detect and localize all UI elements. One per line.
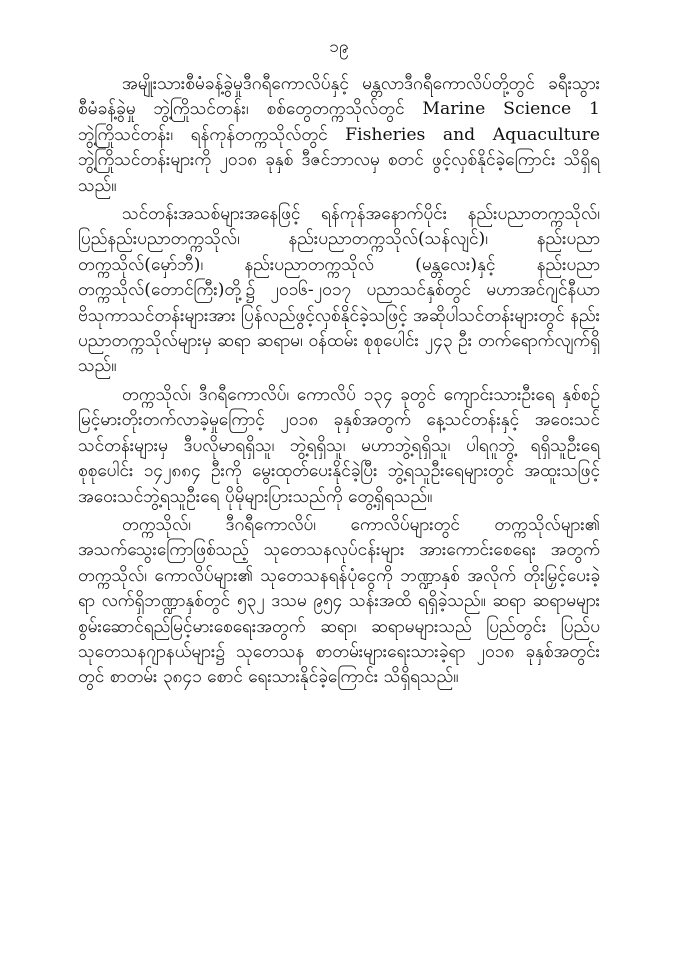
paragraph: တက္ကသိုလ်၊ ဒီဂရီကောလိပ်၊ ကောလိပ်များတွင် တက္ကသိုလ်များ၏ အသက်သွေးကြောဖြစ်သည့် သုတေသနလုပ်ငန်းများ အားကောင်းစေရေး အတွက် တက္ကသိုလ်၊ ကောလိပ်များ၏ သုတေသနရန်ပုံငွေကို ဘဏ္ဍာနှစ် အလိုက် တိုးမြှင့်ပေးခဲ့ရာ လက်ရှိဘဏ္ဍာနှစ်တွင် ၅၃၂ ဒသမ ၉၅၄ သန်းအထိ ရရှိခဲ့သည်။ ဆရာ ဆရာမများ စွမ်းဆောင်ရည်မြင့်မားစေရေးအတွက် ဆရာ၊ ဆရာမများသည် ပြည်တွင်း ပြည်ပ သုတေသနဂျာနယ်များ၌ သုတေသန စာတမ်းများရေးသားခဲ့ရာ ၂၀၁၈ ခုနှစ်အတွင်းတွင် စာတမ်း ၃၈၄၁ စောင် ရေးသားနိုင်ခဲ့ကြောင်း သိရှိရသည်။: [78, 514, 600, 688]
paragraph: သင်တန်းအသစ်များအနေဖြင့် ရန်ကုန်အနောက်ပိုင်း နည်းပညာတက္ကသိုလ်၊ ပြည်နည်းပညာတက္ကသိုလ်၊ နည်းပညာတက္ကသိုလ်(သန်လျင်)၊ နည်းပညာတက္ကသိုလ်(မှော်ဘီ)၊ နည်းပညာတက္ကသိုလ် (မန္တလေး)နှင့် နည်းပညာတက္ကသိုလ်(တောင်ကြီး)တို့၌ ၂၀၁၆-၂၀၁၇ ပညာသင်နှစ်တွင် မဟာအင်ဂျင်နီယာ ဗိသုကာသင်တန်းများအား ပြန်လည်ဖွင့်လှစ်နိုင်ခဲ့သဖြင့် အဆိုပါသင်တန်းများတွင် နည်းပညာတက္ကသိုလ်များမှ ဆရာ ဆရာမ၊ ဝန်ထမ်း စုစုပေါင်း ၂၄၃ ဦး တက်ရောက်လျက်ရှိသည်။: [78, 204, 600, 377]
paragraph: တက္ကသိုလ်၊ ဒီဂရီကောလိပ်၊ ကောလိပ် ၁၃၄ ခုတွင် ကျောင်းသားဦးရေ နှစ်စဉ် မြင့်မားတိုးတက်လာခဲ့မှုကြောင့် ၂၀၁၈ ခုနှစ်အတွက် နေ့သင်တန်းနှင့် အဝေးသင်သင်တန်းများမှ ဒီပလိုမာရရှိသူ၊ ဘွဲ့ရရှိသူ၊ မဟာဘွဲ့ရရှိသူ၊ ပါရဂူဘွဲ့ ရရှိသူဦးရေ စုစုပေါင်း ၁၄၂၈၈၄ ဦးကို မွေးထုတ်ပေးနိုင်ခဲ့ပြီး ဘွဲ့ရသူဦးရေများတွင် အထူးသဖြင့် အဝေးသင်ဘွဲ့ရသူဦးရေ ပိုမိုများပြားသည်ကို တွေ့ရှိရသည်။: [78, 384, 600, 507]
paragraph: အမျိုးသားစီမံခန့်ခွဲမှုဒီဂရီကောလိပ်နှင့် မန္တလာဒီဂရီကောလိပ်တို့တွင် ခရီးသွားစီမံခန့်ခွဲမှု ဘွဲ့ကြိုသင်တန်း၊ စစ်တွေတက္ကသိုလ်တွင် Marine Science 1 ဘွဲ့ကြိုသင်တန်း၊ ရန်ကုန်တက္ကသိုလ်တွင် Fisheries and Aquaculture ဘွဲ့ကြိုသင်တန်းများကို ၂၀၁၈ ခုနှစ် ဒီဇင်ဘာလမှ စတင် ဖွင့်လှစ်နိုင်ခဲ့ကြောင်း သိရှိရသည်။: [78, 74, 600, 196]
page-number: ၁၉: [329, 37, 349, 57]
